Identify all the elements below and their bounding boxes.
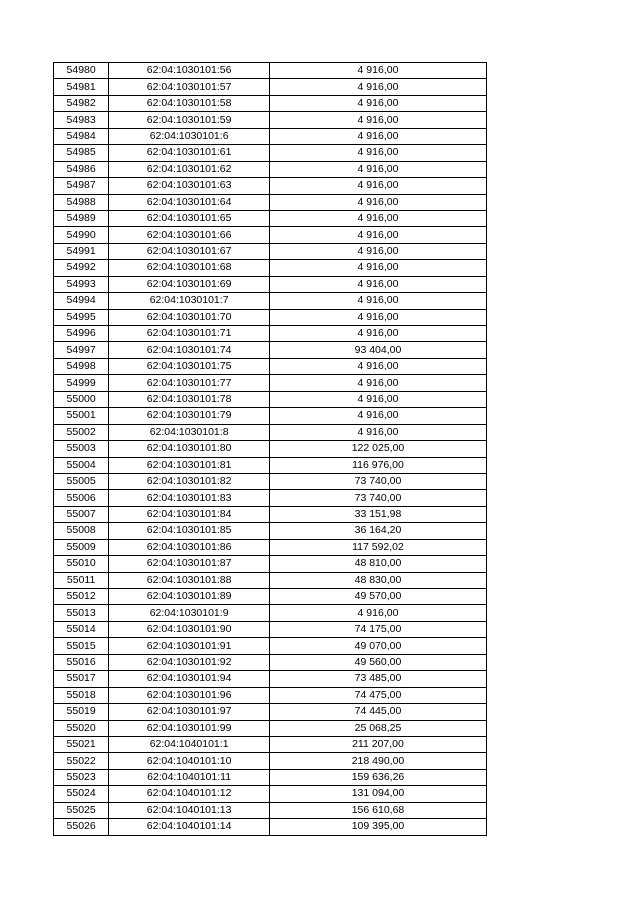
cadastral-number-cell: 62:04:1040101:13 — [109, 802, 270, 818]
row-number-cell: 54987 — [54, 178, 109, 194]
row-number-cell: 55015 — [54, 638, 109, 654]
cadastral-value-cell: 73 485,00 — [269, 671, 486, 687]
cadastral-number-cell: 62:04:1030101:56 — [109, 63, 270, 79]
cadastral-value-cell: 36 164,20 — [269, 523, 486, 539]
cadastral-value-cell: 33 151,98 — [269, 506, 486, 522]
row-number-cell: 54997 — [54, 342, 109, 358]
cadastral-value-cell: 159 636,26 — [269, 769, 486, 785]
table-row — [54, 276, 487, 292]
cadastral-number-cell: 62:04:1040101:14 — [109, 819, 270, 835]
cadastral-value-cell: 4 916,00 — [269, 309, 486, 325]
cadastral-number-cell: 62:04:1030101:88 — [109, 572, 270, 588]
cadastral-value-cell: 73 740,00 — [269, 473, 486, 489]
cadastral-number-cell: 62:04:1030101:74 — [109, 342, 270, 358]
cadastral-value-cell: 48 830,00 — [269, 572, 486, 588]
cadastral-value-cell: 74 445,00 — [269, 704, 486, 720]
cadastral-value-cell: 4 916,00 — [269, 605, 486, 621]
row-number-cell: 54991 — [54, 243, 109, 259]
row-number-cell: 55016 — [54, 654, 109, 670]
cadastral-value-cell: 131 094,00 — [269, 786, 486, 802]
cadastral-number-cell: 62:04:1030101:64 — [109, 194, 270, 210]
table-row — [54, 704, 487, 720]
cadastral-number-cell: 62:04:1030101:62 — [109, 161, 270, 177]
row-number-cell: 54989 — [54, 210, 109, 226]
row-number-cell: 54998 — [54, 358, 109, 374]
cadastral-value-cell: 4 916,00 — [269, 194, 486, 210]
row-number-cell: 54986 — [54, 161, 109, 177]
cadastral-value-cell: 73 740,00 — [269, 490, 486, 506]
cadastral-value-cell: 4 916,00 — [269, 375, 486, 391]
row-number-cell: 55020 — [54, 720, 109, 736]
row-number-cell: 54996 — [54, 326, 109, 342]
cadastral-value-cell: 4 916,00 — [269, 112, 486, 128]
table-row — [54, 358, 487, 374]
cadastral-value-cell: 109 395,00 — [269, 819, 486, 835]
table-row — [54, 736, 487, 752]
table-row — [54, 720, 487, 736]
table-row — [54, 490, 487, 506]
cadastral-value-cell: 4 916,00 — [269, 178, 486, 194]
cadastral-number-cell: 62:04:1030101:8 — [109, 424, 270, 440]
row-number-cell: 55011 — [54, 572, 109, 588]
table-row — [54, 572, 487, 588]
row-number-cell: 55001 — [54, 408, 109, 424]
cadastral-value-cell: 4 916,00 — [269, 145, 486, 161]
row-number-cell: 55008 — [54, 523, 109, 539]
cadastral-value-cell: 49 070,00 — [269, 638, 486, 654]
row-number-cell: 54982 — [54, 95, 109, 111]
cadastral-value-cell: 4 916,00 — [269, 408, 486, 424]
table-row — [54, 621, 487, 637]
row-number-cell: 55024 — [54, 786, 109, 802]
row-number-cell: 54981 — [54, 79, 109, 95]
row-number-cell: 55007 — [54, 506, 109, 522]
table-row — [54, 523, 487, 539]
cadastral-number-cell: 62:04:1030101:7 — [109, 293, 270, 309]
row-number-cell: 54985 — [54, 145, 109, 161]
cadastral-number-cell: 62:04:1030101:85 — [109, 523, 270, 539]
cadastral-value-cell: 116 976,00 — [269, 457, 486, 473]
cadastral-number-cell: 62:04:1030101:70 — [109, 309, 270, 325]
cadastral-number-cell: 62:04:1030101:97 — [109, 704, 270, 720]
cadastral-number-cell: 62:04:1030101:92 — [109, 654, 270, 670]
table-row — [54, 473, 487, 489]
cadastral-number-cell: 62:04:1030101:83 — [109, 490, 270, 506]
table-row — [54, 671, 487, 687]
cadastral-number-cell: 62:04:1030101:78 — [109, 391, 270, 407]
table-row — [54, 457, 487, 473]
table-row — [54, 819, 487, 835]
table-row — [54, 802, 487, 818]
cadastral-number-cell: 62:04:1030101:84 — [109, 506, 270, 522]
table-row — [54, 260, 487, 276]
table-row — [54, 687, 487, 703]
table-row — [54, 506, 487, 522]
cadastral-value-cell: 4 916,00 — [269, 391, 486, 407]
cadastral-number-cell: 62:04:1040101:10 — [109, 753, 270, 769]
table-row — [54, 605, 487, 621]
row-number-cell: 55019 — [54, 704, 109, 720]
table-row — [54, 786, 487, 802]
cadastral-number-cell: 62:04:1030101:87 — [109, 556, 270, 572]
cadastral-value-cell: 218 490,00 — [269, 753, 486, 769]
table-row — [54, 375, 487, 391]
table-row — [54, 210, 487, 226]
row-number-cell: 54984 — [54, 128, 109, 144]
cadastral-number-cell: 62:04:1040101:1 — [109, 736, 270, 752]
cadastral-number-cell: 62:04:1030101:79 — [109, 408, 270, 424]
table-row — [54, 112, 487, 128]
cadastral-value-cell: 4 916,00 — [269, 210, 486, 226]
cadastral-number-cell: 62:04:1030101:68 — [109, 260, 270, 276]
cadastral-number-cell: 62:04:1030101:75 — [109, 358, 270, 374]
row-number-cell: 54994 — [54, 293, 109, 309]
cadastral-number-cell: 62:04:1030101:67 — [109, 243, 270, 259]
row-number-cell: 55017 — [54, 671, 109, 687]
cadastral-value-cell: 156 610,68 — [269, 802, 486, 818]
cadastral-number-cell: 62:04:1030101:82 — [109, 473, 270, 489]
row-number-cell: 54990 — [54, 227, 109, 243]
cadastral-value-cell: 93 404,00 — [269, 342, 486, 358]
table-row — [54, 145, 487, 161]
cadastral-value-cell: 4 916,00 — [269, 63, 486, 79]
table-row — [54, 227, 487, 243]
table-row — [54, 293, 487, 309]
table-row — [54, 309, 487, 325]
cadastral-number-cell: 62:04:1030101:80 — [109, 441, 270, 457]
cadastral-number-cell: 62:04:1030101:86 — [109, 539, 270, 555]
cadastral-value-cell: 49 570,00 — [269, 589, 486, 605]
cadastral-number-cell: 62:04:1030101:89 — [109, 589, 270, 605]
cadastral-number-cell: 62:04:1030101:96 — [109, 687, 270, 703]
cadastral-number-cell: 62:04:1030101:6 — [109, 128, 270, 144]
row-number-cell: 55023 — [54, 769, 109, 785]
cadastral-value-cell: 4 916,00 — [269, 227, 486, 243]
row-number-cell: 55018 — [54, 687, 109, 703]
row-number-cell: 55002 — [54, 424, 109, 440]
cadastral-value-cell: 4 916,00 — [269, 358, 486, 374]
cadastral-value-cell: 74 475,00 — [269, 687, 486, 703]
table-row — [54, 391, 487, 407]
cadastral-number-cell: 62:04:1030101:59 — [109, 112, 270, 128]
cadastral-value-cell: 4 916,00 — [269, 79, 486, 95]
row-number-cell: 54988 — [54, 194, 109, 210]
row-number-cell: 55006 — [54, 490, 109, 506]
cadastral-number-cell: 62:04:1030101:69 — [109, 276, 270, 292]
row-number-cell: 55013 — [54, 605, 109, 621]
cadastral-number-cell: 62:04:1040101:12 — [109, 786, 270, 802]
row-number-cell: 55009 — [54, 539, 109, 555]
cadastral-number-cell: 62:04:1030101:90 — [109, 621, 270, 637]
table-row — [54, 408, 487, 424]
table-row — [54, 654, 487, 670]
cadastral-number-cell: 62:04:1030101:57 — [109, 79, 270, 95]
table-row — [54, 161, 487, 177]
table-row — [54, 589, 487, 605]
row-number-cell: 55014 — [54, 621, 109, 637]
cadastral-number-cell: 62:04:1040101:11 — [109, 769, 270, 785]
table-row — [54, 79, 487, 95]
cadastral-value-cell: 4 916,00 — [269, 243, 486, 259]
cadastral-value-cell: 122 025,00 — [269, 441, 486, 457]
table-row — [54, 243, 487, 259]
cadastral-value-cell: 4 916,00 — [269, 161, 486, 177]
cadastral-value-cell: 25 068,25 — [269, 720, 486, 736]
cadastral-value-cell: 4 916,00 — [269, 260, 486, 276]
cadastral-value-cell: 211 207,00 — [269, 736, 486, 752]
cadastral-number-cell: 62:04:1030101:77 — [109, 375, 270, 391]
table-row — [54, 539, 487, 555]
cadastral-value-cell: 4 916,00 — [269, 424, 486, 440]
cadastral-number-cell: 62:04:1030101:61 — [109, 145, 270, 161]
table-row — [54, 326, 487, 342]
row-number-cell: 55005 — [54, 473, 109, 489]
table-row — [54, 556, 487, 572]
cadastral-number-cell: 62:04:1030101:71 — [109, 326, 270, 342]
cadastral-number-cell: 62:04:1030101:9 — [109, 605, 270, 621]
cadastral-value-cell: 4 916,00 — [269, 128, 486, 144]
table-body — [54, 63, 487, 836]
table-row — [54, 424, 487, 440]
cadastral-value-cell: 74 175,00 — [269, 621, 486, 637]
cadastral-number-cell: 62:04:1030101:81 — [109, 457, 270, 473]
row-number-cell: 54983 — [54, 112, 109, 128]
row-number-cell: 55004 — [54, 457, 109, 473]
row-number-cell: 55000 — [54, 391, 109, 407]
table-row — [54, 194, 487, 210]
cadastral-number-cell: 62:04:1030101:94 — [109, 671, 270, 687]
table-row — [54, 342, 487, 358]
row-number-cell: 55010 — [54, 556, 109, 572]
table-row — [54, 63, 487, 79]
row-number-cell: 55012 — [54, 589, 109, 605]
row-number-cell: 54992 — [54, 260, 109, 276]
row-number-cell: 55025 — [54, 802, 109, 818]
table-row — [54, 95, 487, 111]
cadastral-number-cell: 62:04:1030101:63 — [109, 178, 270, 194]
table-row — [54, 753, 487, 769]
table-row — [54, 178, 487, 194]
cadastral-value-cell: 117 592,02 — [269, 539, 486, 555]
row-number-cell: 55022 — [54, 753, 109, 769]
row-number-cell: 54995 — [54, 309, 109, 325]
table-row — [54, 769, 487, 785]
row-number-cell: 55003 — [54, 441, 109, 457]
row-number-cell: 54993 — [54, 276, 109, 292]
cadastral-number-cell: 62:04:1030101:66 — [109, 227, 270, 243]
cadastral-number-cell: 62:04:1030101:91 — [109, 638, 270, 654]
cadastral-number-cell: 62:04:1030101:99 — [109, 720, 270, 736]
cadastral-value-cell: 4 916,00 — [269, 276, 486, 292]
table-row — [54, 128, 487, 144]
row-number-cell: 54999 — [54, 375, 109, 391]
table-row — [54, 638, 487, 654]
row-number-cell: 55026 — [54, 819, 109, 835]
cadastral-value-cell: 4 916,00 — [269, 326, 486, 342]
cadastral-number-cell: 62:04:1030101:58 — [109, 95, 270, 111]
row-number-cell: 54980 — [54, 63, 109, 79]
cadastral-value-cell: 49 560,00 — [269, 654, 486, 670]
row-number-cell: 55021 — [54, 736, 109, 752]
table-row — [54, 441, 487, 457]
cadastral-number-cell: 62:04:1030101:65 — [109, 210, 270, 226]
cadastral-value-cell: 4 916,00 — [269, 95, 486, 111]
cadastral-value-cell: 48 810,00 — [269, 556, 486, 572]
cadastral-value-table — [53, 62, 487, 836]
cadastral-value-cell: 4 916,00 — [269, 293, 486, 309]
